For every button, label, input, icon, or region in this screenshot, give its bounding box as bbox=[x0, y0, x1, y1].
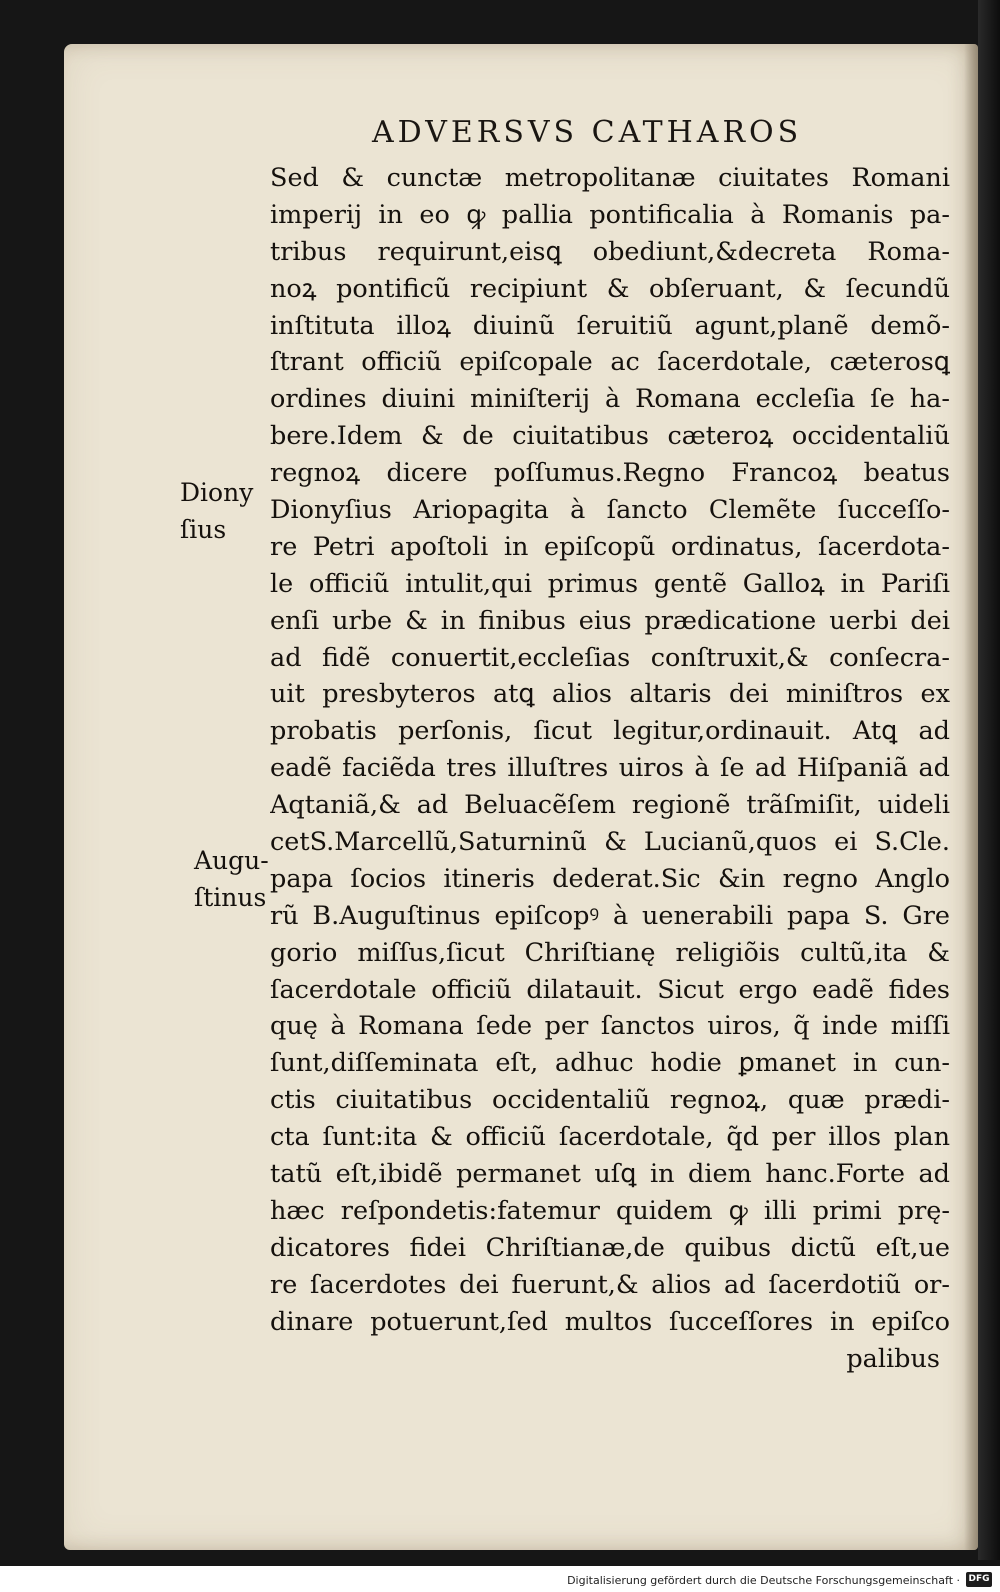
text-line: tribus requirunt,eisꝗ obediunt,&decreta Roma- bbox=[270, 236, 950, 267]
main-text-block bbox=[270, 160, 950, 1377]
margin-note-augustinus bbox=[194, 843, 269, 917]
text-line: inſtituta illoꝝ diuinũ ſeruitiũ agunt,planẽ demõ- bbox=[270, 310, 950, 341]
text-line: ſunt,diſſeminata eſt, adhuc hodie ꝑmanet in cun- bbox=[270, 1048, 950, 1079]
text-line: Dionyſius Ariopagita à ſancto Clemẽte ſucceſſo- bbox=[270, 495, 950, 526]
text-line: quę à Romana ſede per ſanctos uiros, q̃ inde miſſi bbox=[270, 1011, 950, 1042]
text-line: cta ſunt:ita & officiũ ſacerdotale, q̃d per illos plan bbox=[270, 1122, 950, 1153]
text-line: Sed & cunctæ metropolitanæ ciuitates Romani bbox=[270, 163, 950, 193]
text-line: le officiũ intulit,qui primus gentẽ Galloꝝ in Pariſi bbox=[270, 568, 950, 599]
text-line: enſi urbe & in finibus eius prædicatione uerbi dei bbox=[270, 605, 950, 636]
margin-note-dionysius bbox=[180, 475, 253, 549]
text-line: bere.Idem & de ciuitatibus cæteroꝝ occidentaliũ bbox=[270, 421, 950, 452]
dfg-logo: DFG bbox=[966, 1572, 992, 1587]
text-line: re Petri apoſtoli in epiſcopũ ordinatus, ſacerdota- bbox=[270, 531, 950, 562]
text-line: noꝝ pontificũ recipiunt & obſeruant, & ſecundũ bbox=[270, 273, 950, 304]
text-line: probatis perſonis, ſicut legitur,ordinauit. Atꝗ ad bbox=[270, 716, 950, 747]
margin-note-augustinus-line2: ſtinus bbox=[194, 882, 267, 912]
text-line: re ſacerdotes dei fuerunt,& alios ad ſacerdotiũ or- bbox=[270, 1269, 950, 1300]
text-line: gorio miſſus,ſicut Chriſtianę religiõis cultũ,ita & bbox=[270, 937, 950, 968]
book-edge bbox=[978, 0, 1000, 1560]
text-line: Aqtaniã,& ad Beluacẽſem regionẽ trãſmiſit, uideli bbox=[270, 790, 950, 821]
text-line: rũ B.Auguſtinus epiſcopꝰ à uenerabili papa S. Gre bbox=[270, 900, 950, 931]
text-line: ctis ciuitatibus occidentaliũ regnoꝝ, quæ prædi- bbox=[270, 1085, 950, 1116]
text-line: uit presbyteros atꝗ alios altaris dei miniſtros ex bbox=[270, 679, 950, 710]
running-head: ADVERSVS CATHAROS bbox=[372, 115, 803, 150]
catchword: palibus bbox=[846, 1343, 940, 1374]
text-line: regnoꝝ dicere poſſumus.Regno Francoꝝ beatus bbox=[270, 458, 950, 489]
text-line: ſtrant officiũ epiſcopale ac ſacerdotale, cæterosꝗ bbox=[270, 347, 950, 378]
margin-note-dionysius-line1: Diony bbox=[180, 478, 254, 507]
text-line: imperij in eo ꝙ pallia pontificalia à Romanis pa- bbox=[270, 199, 950, 230]
text-line: papa ſocios itineris dederat.Sic &in regno Anglo bbox=[270, 863, 950, 894]
footer-credit: Digitalisierung gefördert durch die Deutsche Forschungsgemeinschaft · bbox=[567, 1574, 960, 1587]
text-line: ordines diuini miniſterij à Romana eccleſia ſe ha- bbox=[270, 384, 950, 415]
text-line: ad fidẽ conuertit,eccleſias conſtruxit,& conſecra- bbox=[270, 642, 950, 673]
margin-note-dionysius-line2: ſius bbox=[180, 514, 227, 544]
text-line: cetS.Marcellũ,Saturninũ & Lucianũ,quos ei S.Cle. bbox=[270, 827, 950, 858]
text-line: ſacerdotale officiũ dilatauit. Sicut ergo eadẽ fides bbox=[270, 974, 950, 1005]
text-line: dicatores fidei Chriſtianæ,de quibus dictũ eſt,ue bbox=[270, 1232, 950, 1263]
text-line: tatũ eſt,ibidẽ permanet uſꝗ in diem hanc.Forte ad bbox=[270, 1159, 950, 1190]
text-line: dinare potuerunt,ſed multos ſucceſſores in epiſco bbox=[270, 1306, 950, 1337]
text-line: hæc reſpondetis:fatemur quidem ꝙ illi primi prę- bbox=[270, 1195, 950, 1226]
margin-note-augustinus-line1: Augu- bbox=[194, 846, 269, 875]
text-line: eadẽ faciẽda tres illuſtres uiros à ſe ad Hiſpaniã ad bbox=[270, 753, 950, 784]
digitization-footer bbox=[0, 1566, 1000, 1592]
